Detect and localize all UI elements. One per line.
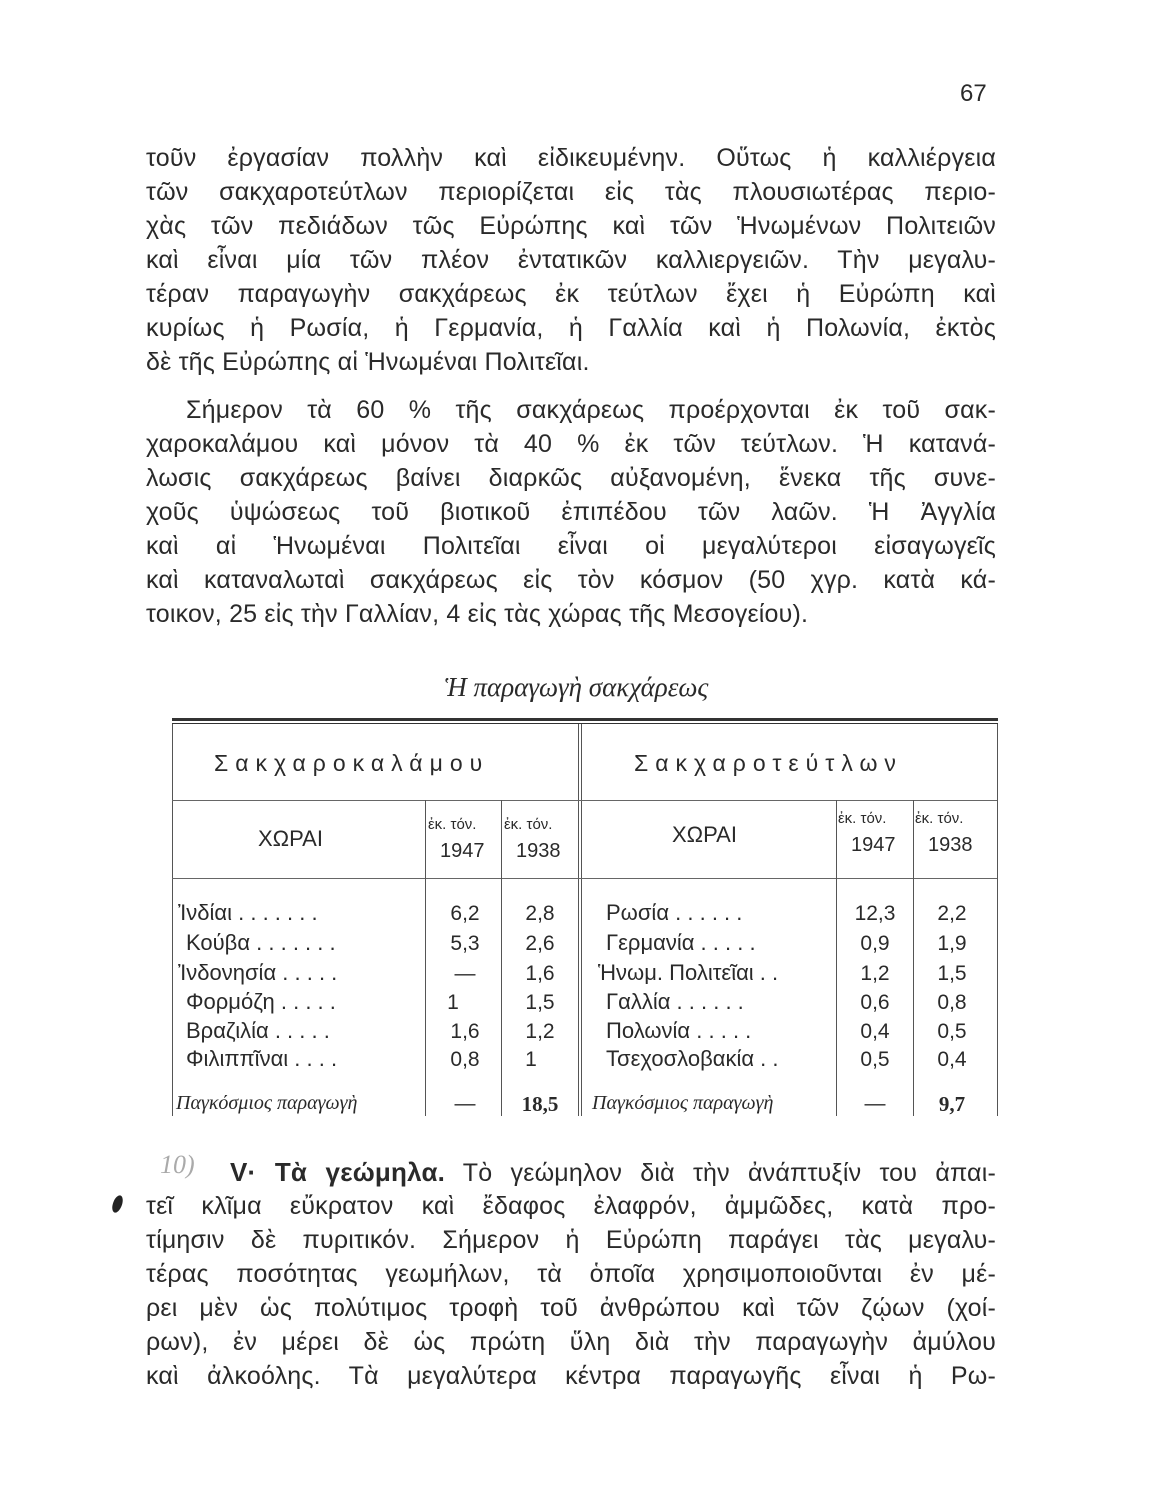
- table-cell-1947: 1,6: [450, 1020, 480, 1043]
- column-header-countries: ΧΩΡΑΙ: [672, 822, 737, 847]
- column-header-1938: 1938: [516, 840, 561, 862]
- column-header-1947: 1947: [851, 834, 896, 856]
- total-label: Παγκόσμιος παραγωγὴ: [176, 1092, 358, 1114]
- text-line: χοῦς ὑψώσεως τοῦ βιοτικοῦ ἐπιπέδου τῶν λαῶν. Ἡ Ἀγγλία: [146, 498, 996, 526]
- table-cell-1938: 1,2: [525, 1020, 555, 1043]
- text-line: τεῖ κλῖμα εὔκρατον καὶ ἔδαφος ἐλαφρόν, ἀμμῶδες, κατὰ προ-: [146, 1192, 996, 1220]
- table-cell-1947: —: [454, 962, 476, 985]
- table-cell-country: Τσεχοσλοβακία . .: [606, 1046, 779, 1071]
- text-line: καὶ αἱ Ἡνωμέναι Πολιτεῖαι εἶναι οἱ μεγαλύτεροι εἰσαγωγεῖς: [146, 532, 996, 560]
- table-cell-1938: 2,6: [525, 932, 555, 955]
- total-1947: —: [864, 1092, 886, 1115]
- text-line: δὲ τῆς Εὐρώπης αἱ Ἡνωμέναι Πολιτεῖαι.: [146, 348, 590, 376]
- text-line: καὶ εἶναι μία τῶν πλέον ἐντατικῶν καλλιεργειῶν. Τὴν μεγαλυ-: [146, 246, 996, 274]
- text-line: χὰς τῶν πεδιάδων τῶς Εὐρώπης καὶ τῶν Ἡνωμένων Πολιτειῶν: [146, 212, 996, 240]
- text-line: τοικον, 25 εἰς τὴν Γαλλίαν, 4 εἰς τὰς χώρας τῆς Μεσογείου).: [146, 600, 809, 628]
- table-cell-1938: 1,9: [937, 932, 967, 955]
- table-cell-1947: 0,4: [860, 1020, 890, 1043]
- table-cell-1938: 0,5: [937, 1020, 967, 1043]
- divider: [172, 800, 997, 801]
- table-cell-1938: 2,8: [525, 902, 555, 925]
- divider: [172, 724, 173, 1116]
- table-cell-country: Ρωσία . . . . . .: [606, 900, 743, 925]
- table-cell-1938: 1,5: [937, 962, 967, 985]
- table-cell-1947: 12,3: [854, 902, 896, 925]
- table-cell-1938: 0,4: [937, 1048, 967, 1071]
- table-cell-1947: 1: [447, 991, 459, 1014]
- table-cell-1938: 1,6: [525, 962, 555, 985]
- divider: [913, 800, 914, 1116]
- divider: [836, 800, 837, 1116]
- table-cell-1947: 5,3: [450, 932, 480, 955]
- total-1947: —: [454, 1092, 476, 1115]
- section-heading: V· Τὰ γεώμηλα.: [230, 1157, 446, 1187]
- text-line: λωσις σακχάρεως βαίνει διαρκῶς αὐξανομένη, ἕνεκα τῆς συνε-: [146, 464, 996, 492]
- text-line: ρων), ἐν μέρει δὲ ὡς πρώτη ὕλη διὰ τὴν παραγωγὴν ἀμύλου: [146, 1328, 996, 1356]
- text-line: τέρας ποσότητας γεωμήλων, τὰ ὁποῖα χρησιμοποιοῦνται ἐν μέ-: [146, 1260, 996, 1288]
- text-line: Τὸ γεώμηλον διὰ τὴν ἀνάπτυξίν του ἀπαι-: [462, 1159, 996, 1187]
- text-line: Σήμερον τὰ 60 % τῆς σακχάρεως προέρχονται ἐκ τοῦ σακ-: [186, 396, 996, 424]
- table-cell-1938: 1,5: [525, 991, 555, 1014]
- total-1938: 18,5: [521, 1092, 559, 1116]
- table-cell-country: Ἰνδίαι . . . . . . .: [178, 900, 318, 925]
- column-header-unit: ἐκ. τόν.: [428, 816, 477, 833]
- column-header-unit: ἐκ. τόν.: [915, 810, 964, 827]
- divider: [172, 878, 997, 879]
- text-line: ρει μὲν ὡς πολύτιμος τροφὴ τοῦ ἀνθρώπου καὶ τῶν ζῴων (χοί-: [146, 1294, 996, 1322]
- divider: [578, 724, 579, 1116]
- text-line: τοῦν ἐργασίαν πολλὴν καὶ εἰδικευμένην. Οὕτως ἡ καλλιέργεια: [146, 144, 996, 172]
- table-cell-1947: 1,2: [860, 962, 890, 985]
- group-heading-sugarbeet: Σακχαροτεύτλων: [634, 750, 903, 776]
- section-first-line: [230, 1157, 996, 1188]
- table-cell-1947: 6,2: [450, 902, 480, 925]
- text-line: καὶ ἀλκοόλης. Τὰ μεγαλύτερα κέντρα παραγωγῆς εἶναι ἡ Ρω-: [146, 1362, 996, 1390]
- group-heading-sugarcane: Σακχαροκαλάμου: [214, 750, 490, 776]
- column-header-1938: 1938: [928, 834, 973, 856]
- column-header-unit: ἐκ. τόν.: [504, 816, 553, 833]
- text-line: χαροκαλάμου καὶ μόνον τὰ 40 % ἐκ τῶν τεύτλων. Ἡ κατανά-: [146, 430, 996, 458]
- divider: [425, 800, 426, 1116]
- divider: [997, 724, 998, 1116]
- total-1938: 9,7: [938, 1092, 966, 1116]
- column-header-unit: ἐκ. τόν.: [838, 810, 887, 827]
- table-title: Ἡ παραγωγὴ σακχάρεως: [444, 672, 709, 702]
- text-line: τῶν σακχαροτεύτλων περιορίζεται εἰς τὰς πλουσιωτέρας περιο-: [146, 178, 996, 206]
- table-cell-country: Γαλλία . . . . . .: [606, 989, 744, 1014]
- text-line: κυρίως ἡ Ρωσία, ἡ Γερμανία, ἡ Γαλλία καὶ ἡ Πολωνία, ἐκτὸς: [146, 314, 996, 342]
- table-cell-1938: 2,2: [937, 902, 967, 925]
- table-top-rule: [172, 723, 998, 724]
- ink-mark: [110, 1194, 125, 1214]
- table-cell-country: Ἰνδονησία . . . . .: [178, 960, 338, 985]
- table-cell-1938: 1: [525, 1048, 537, 1071]
- page-number: 67: [960, 80, 987, 107]
- handwritten-margin-note: 10): [160, 1150, 195, 1179]
- text-line: τέραν παραγωγὴν σακχάρεως ἐκ τεύτλων ἔχει ἡ Εὐρώπη καὶ: [146, 280, 996, 308]
- text-line: τίμησιν δὲ πυριτικόν. Σήμερον ἡ Εὐρώπη παράγει τὰς μεγαλυ-: [146, 1226, 996, 1254]
- table-top-rule: [172, 718, 998, 721]
- divider: [581, 724, 582, 1116]
- table-cell-1947: 0,9: [860, 932, 890, 955]
- column-header-countries: ΧΩΡΑΙ: [258, 826, 323, 851]
- table-cell-1947: 0,5: [860, 1048, 890, 1071]
- total-label: Παγκόσμιος παραγωγὴ: [592, 1092, 774, 1114]
- table-cell-1947: 0,6: [860, 991, 890, 1014]
- table-cell-country: Φιλιππῖναι . . . .: [186, 1046, 338, 1071]
- table-cell-country: Γερμανία . . . . .: [606, 930, 756, 955]
- table-cell-country: Φορμόζη . . . . .: [186, 989, 336, 1014]
- table-cell-1938: 0,8: [937, 991, 967, 1014]
- column-header-1947: 1947: [440, 840, 485, 862]
- table-cell-1947: 0,8: [450, 1048, 480, 1071]
- table-cell-country: Κούβα . . . . . . .: [186, 930, 336, 955]
- table-cell-country: Ἡνωμ. Πολιτεῖαι . .: [598, 960, 779, 985]
- table-cell-country: Πολωνία . . . . .: [606, 1018, 752, 1043]
- table-cell-country: Βραζιλία . . . . .: [186, 1018, 330, 1043]
- text-line: καὶ καταναλωταὶ σακχάρεως εἰς τὸν κόσμον (50 χγρ. κατὰ κά-: [146, 566, 996, 594]
